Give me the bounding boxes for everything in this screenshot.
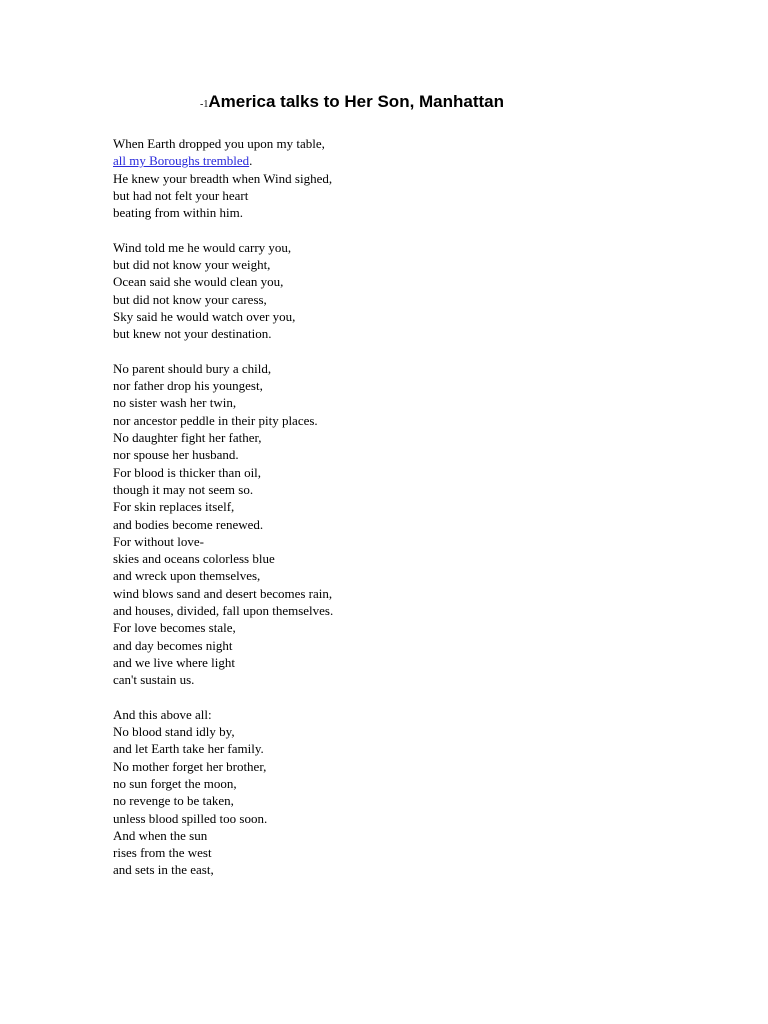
poem-line: wind blows sand and desert becomes rain, <box>113 585 333 601</box>
poem-line-tail: . <box>249 153 253 169</box>
poem-line: but knew not your destination. <box>113 326 272 342</box>
poem-title <box>200 92 504 112</box>
poem-line: When Earth dropped you upon my table, <box>113 136 325 151</box>
poem-line: Wind told me he would carry you, <box>113 239 292 255</box>
boroughs-link[interactable]: all my Boroughs trembled <box>113 153 250 169</box>
poem-line: And when the sun <box>113 827 208 843</box>
poem-line: For without love- <box>113 533 204 549</box>
poem-line: and sets in the east, <box>113 862 214 878</box>
title-text: America talks to Her Son, Manhattan <box>208 92 505 111</box>
poem-line: nor spouse her husband. <box>113 447 239 463</box>
poem-line: but did not know your weight, <box>113 257 271 273</box>
poem-line: And this above all: <box>113 706 212 722</box>
poem-line: For blood is thicker than oil, <box>113 464 262 480</box>
poem-line: though it may not seem so. <box>113 481 254 497</box>
poem-body <box>113 135 333 896</box>
poem-line: and bodies become renewed. <box>113 516 264 532</box>
poem-line: For skin replaces itself, <box>113 499 235 515</box>
poem-line: Ocean said she would clean you, <box>113 274 284 290</box>
poem-line: and we live where light <box>113 654 236 670</box>
poem-line: and let Earth take her family. <box>113 741 264 757</box>
poem-line: and houses, divided, fall upon themselves. <box>113 603 334 619</box>
poem-line: beating from within him. <box>113 205 243 221</box>
poem-line: No blood stand idly by, <box>113 724 235 740</box>
stanza-4 <box>113 706 333 879</box>
poem-line: nor ancestor peddle in their pity places. <box>113 412 318 428</box>
stanza-2 <box>113 239 333 343</box>
poem-line: but did not know your caress, <box>113 291 267 307</box>
poem-line: no sun forget the moon, <box>113 775 237 791</box>
poem-line: Sky said he would watch over you, <box>113 308 296 324</box>
poem-line: For love becomes stale, <box>113 620 236 636</box>
poem-line: and day becomes night <box>113 637 233 653</box>
poem-line: No mother forget her brother, <box>113 758 267 774</box>
stanza-3 <box>113 360 333 689</box>
stanza-1 <box>113 135 333 221</box>
poem-line: He knew your breadth when Wind sighed, <box>113 170 333 186</box>
poem-line: rises from the west <box>113 845 212 861</box>
poem-line: no sister wash her twin, <box>113 395 237 411</box>
poem-line: but had not felt your heart <box>113 187 249 203</box>
poem-line: No parent should bury a child, <box>113 360 272 376</box>
poem-line: skies and oceans colorless blue <box>113 551 275 567</box>
poem-line: and wreck upon themselves, <box>113 568 261 584</box>
poem-line-with-link <box>113 152 333 169</box>
poem-line: unless blood spilled too soon. <box>113 810 268 826</box>
poem-line: can't sustain us. <box>113 672 195 688</box>
poem-line: No daughter fight her father, <box>113 430 262 446</box>
page-marker: -1 <box>200 99 209 110</box>
poem-line: no revenge to be taken, <box>113 793 234 809</box>
poem-line: nor father drop his youngest, <box>113 378 263 394</box>
